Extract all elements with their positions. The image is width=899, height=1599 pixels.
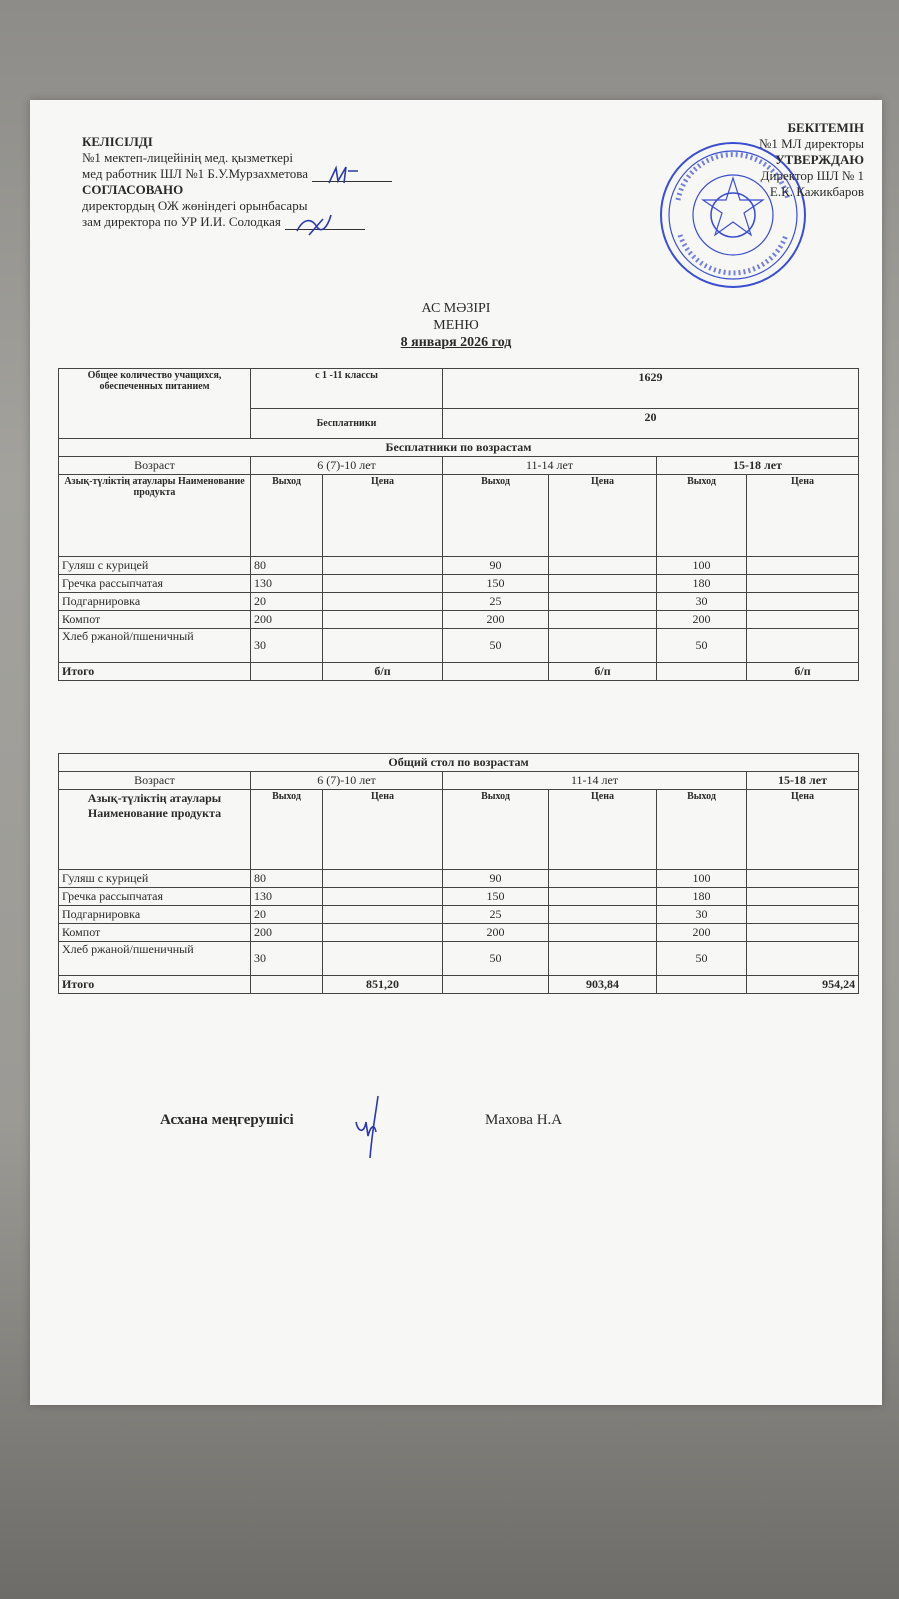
table-row xyxy=(59,593,859,611)
age-group-2: 11-14 лет xyxy=(443,772,747,790)
title-ru: МЕНЮ xyxy=(433,318,479,333)
price-header: Цена xyxy=(549,475,657,557)
director-kz: №1 МЛ директоры xyxy=(758,136,864,151)
yield-value: 200 xyxy=(251,611,323,629)
total-row xyxy=(59,663,859,681)
menu-date: 8 января 2026 год xyxy=(400,335,512,350)
product-name: Гречка рассыпчатая xyxy=(59,888,251,906)
free-label: Бесплатники xyxy=(251,409,443,439)
yield-value: 30 xyxy=(251,942,323,976)
free-value: 20 xyxy=(443,409,859,439)
table-row xyxy=(59,611,859,629)
price-header: Цена xyxy=(323,475,443,557)
menu-title xyxy=(30,300,882,351)
yield-value: 130 xyxy=(251,888,323,906)
yield-value: 150 xyxy=(443,888,549,906)
age-label: Возраст xyxy=(59,457,251,475)
total-value: б/п xyxy=(323,663,443,681)
table-row xyxy=(59,870,859,888)
yield-value: 90 xyxy=(443,557,549,575)
classes-value: 1629 xyxy=(443,369,859,409)
yield-value: 130 xyxy=(251,575,323,593)
product-name: Компот xyxy=(59,924,251,942)
med-worker-ru: мед работник ШЛ №1 Б.У.Мурзахметова xyxy=(82,166,308,181)
price-header: Цена xyxy=(747,790,859,870)
price-header: Цена xyxy=(549,790,657,870)
yield-value: 180 xyxy=(657,575,747,593)
yield-value: 80 xyxy=(251,870,323,888)
total-value: б/п xyxy=(549,663,657,681)
yield-value: 90 xyxy=(443,870,549,888)
yield-header: Выход xyxy=(251,475,323,557)
director-name: Е.К. Кажикбаров xyxy=(769,184,864,199)
signature-canteen-head xyxy=(348,1092,398,1162)
yield-value: 150 xyxy=(443,575,549,593)
agreed-kz: КЕЛІСІЛДІ xyxy=(82,134,153,149)
product-name: Гуляш с курицей xyxy=(59,870,251,888)
yield-value: 25 xyxy=(443,906,549,924)
product-name: Гречка рассыпчатая xyxy=(59,575,251,593)
yield-value: 30 xyxy=(657,906,747,924)
yield-header: Выход xyxy=(657,475,747,557)
document-page xyxy=(30,100,882,1405)
total-students-label: Общее количество учащихся, обеспеченных питанием xyxy=(59,369,251,439)
product-name: Хлеб ржаной/пшеничный xyxy=(59,942,251,976)
table-row xyxy=(59,575,859,593)
yield-value: 200 xyxy=(443,924,549,942)
approve-kz: БЕКІТЕМІН xyxy=(787,120,864,135)
table-row xyxy=(59,888,859,906)
yield-value: 100 xyxy=(657,557,747,575)
classes-label: с 1 -11 классы xyxy=(251,369,443,409)
approval-right xyxy=(759,120,864,200)
total-label: Итого xyxy=(59,976,251,994)
title-kz: АС МӘЗІРІ xyxy=(421,301,491,316)
canteen-head-label: Асхана меңгерушісі xyxy=(160,1112,294,1128)
yield-value: 50 xyxy=(443,629,549,663)
free-section-title: Бесплатники по возрастам xyxy=(59,439,859,457)
total-label: Итого xyxy=(59,663,251,681)
med-worker-kz: №1 мектеп-лицейінің мед. қызметкері xyxy=(82,150,294,165)
signature-med xyxy=(324,163,364,189)
deputy-ru: зам директора по УР И.И. Солодкая xyxy=(82,214,281,229)
table-row xyxy=(59,906,859,924)
yield-value: 20 xyxy=(251,593,323,611)
product-header: Азық-түліктің атаулары Наименование продукта xyxy=(59,790,251,870)
yield-header: Выход xyxy=(443,790,549,870)
product-name: Гуляш с курицей xyxy=(59,557,251,575)
product-name: Компот xyxy=(59,611,251,629)
age-label: Возраст xyxy=(59,772,251,790)
price-header: Цена xyxy=(747,475,859,557)
yield-value: 200 xyxy=(657,924,747,942)
yield-value: 30 xyxy=(251,629,323,663)
yield-value: 100 xyxy=(657,870,747,888)
total-row xyxy=(59,976,859,994)
approval-left xyxy=(82,134,392,230)
table-row xyxy=(59,924,859,942)
approve-ru: УТВЕРЖДАЮ xyxy=(775,152,864,167)
yield-header: Выход xyxy=(657,790,747,870)
age-group-3: 15-18 лет xyxy=(747,772,859,790)
yield-header: Выход xyxy=(443,475,549,557)
total-value: 851,20 xyxy=(323,976,443,994)
table-row xyxy=(59,557,859,575)
signature-line-med xyxy=(312,181,392,182)
total-value: 954,24 xyxy=(747,976,859,994)
table-row xyxy=(59,629,859,663)
signature-line-deputy xyxy=(285,229,365,230)
product-header: Азық-түліктің атаулары Наименование продукта xyxy=(59,475,251,557)
yield-value: 200 xyxy=(251,924,323,942)
yield-value: 80 xyxy=(251,557,323,575)
age-group-1: 6 (7)-10 лет xyxy=(251,772,443,790)
age-group-2: 11-14 лет xyxy=(443,457,657,475)
table-row xyxy=(59,942,859,976)
product-name: Подгарнировка xyxy=(59,593,251,611)
yield-value: 50 xyxy=(657,629,747,663)
footer-signature xyxy=(160,1112,563,1129)
age-group-3: 15-18 лет xyxy=(657,457,859,475)
yield-value: 20 xyxy=(251,906,323,924)
director-ru: Директор ШЛ № 1 xyxy=(760,168,864,183)
yield-value: 50 xyxy=(657,942,747,976)
yield-value: 30 xyxy=(657,593,747,611)
product-name: Подгарнировка xyxy=(59,906,251,924)
price-header: Цена xyxy=(323,790,443,870)
deputy-kz: директордың ОЖ жөніндегі орынбасары xyxy=(82,198,308,213)
yield-value: 50 xyxy=(443,942,549,976)
yield-value: 200 xyxy=(657,611,747,629)
general-table xyxy=(58,753,859,994)
agreed-ru: СОГЛАСОВАНО xyxy=(82,182,184,197)
yield-header: Выход xyxy=(251,790,323,870)
age-group-1: 6 (7)-10 лет xyxy=(251,457,443,475)
free-meals-table xyxy=(58,368,859,681)
total-value: б/п xyxy=(747,663,859,681)
product-name: Хлеб ржаной/пшеничный xyxy=(59,629,251,663)
signature-deputy xyxy=(293,209,337,239)
total-value: 903,84 xyxy=(549,976,657,994)
general-section-title: Общий стол по возрастам xyxy=(59,754,859,772)
yield-value: 200 xyxy=(443,611,549,629)
yield-value: 180 xyxy=(657,888,747,906)
yield-value: 25 xyxy=(443,593,549,611)
canteen-head-name: Махова Н.А xyxy=(485,1112,563,1128)
